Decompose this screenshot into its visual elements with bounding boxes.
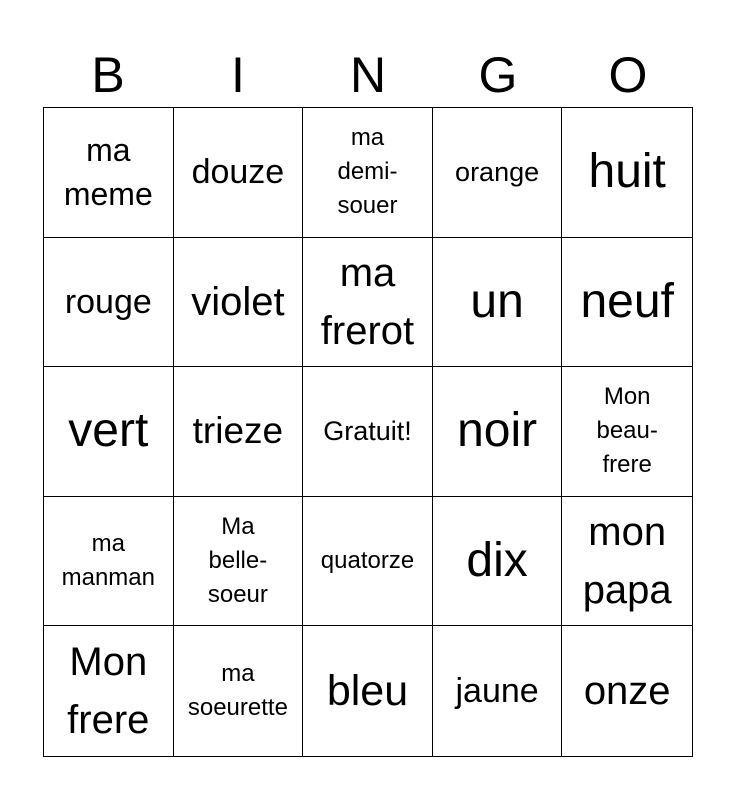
- bingo-board: [43, 107, 693, 757]
- bingo-cell[interactable]: [562, 497, 692, 627]
- bingo-cell[interactable]: [433, 497, 563, 627]
- cell-label: neuf: [580, 274, 674, 328]
- cell-label: jaune: [455, 672, 539, 711]
- cell-label: Mon beau-frere: [596, 383, 658, 479]
- header-letter-b: B: [91, 47, 125, 103]
- cell-label: rouge: [64, 282, 152, 321]
- bingo-cell[interactable]: [562, 238, 692, 368]
- cell-label: Mon frere: [67, 640, 150, 743]
- bingo-cell[interactable]: [303, 497, 433, 627]
- cell-label: un: [470, 274, 524, 328]
- cell-label: ma soeurette: [187, 660, 288, 722]
- bingo-header: [43, 44, 693, 106]
- cell-label: orange: [455, 156, 540, 187]
- cell-label: bleu: [326, 667, 409, 716]
- cell-label: ma meme: [63, 132, 153, 213]
- bingo-cell[interactable]: [303, 108, 433, 238]
- bingo-cell[interactable]: [433, 238, 563, 368]
- bingo-cell[interactable]: [303, 367, 433, 497]
- cell-label: Gratuit!: [323, 415, 412, 446]
- bingo-cell[interactable]: [44, 497, 174, 627]
- cell-label: ma demi-souer: [337, 124, 398, 220]
- cell-label: onze: [583, 669, 671, 714]
- bingo-cell[interactable]: [562, 367, 692, 497]
- bingo-cell[interactable]: [562, 626, 692, 756]
- cell-label: huit: [588, 145, 666, 199]
- bingo-cell[interactable]: [44, 108, 174, 238]
- cell-label: violet: [191, 279, 285, 324]
- bingo-cell[interactable]: [44, 238, 174, 368]
- bingo-cell[interactable]: [174, 108, 304, 238]
- cell-label: noir: [457, 404, 538, 458]
- bingo-cell[interactable]: [44, 367, 174, 497]
- bingo-cell[interactable]: [433, 626, 563, 756]
- bingo-cell[interactable]: [303, 238, 433, 368]
- bingo-cell[interactable]: [174, 238, 304, 368]
- cell-label: vert: [68, 404, 149, 458]
- cell-label: ma manman: [61, 530, 155, 592]
- header-letter-o: O: [608, 47, 648, 103]
- bingo-cell[interactable]: [174, 367, 304, 497]
- bingo-cell[interactable]: [174, 626, 304, 756]
- cell-label: douze: [191, 153, 285, 192]
- cell-label: trieze: [192, 410, 284, 452]
- bingo-cell[interactable]: [433, 108, 563, 238]
- cell-label: mon papa: [582, 510, 672, 613]
- header-letter-g: G: [478, 47, 518, 103]
- header-letter-i: I: [231, 47, 245, 103]
- bingo-cell[interactable]: [174, 497, 304, 627]
- cell-label: quatorze: [320, 547, 415, 575]
- cell-label: ma frerot: [320, 250, 415, 353]
- bingo-cell[interactable]: [303, 626, 433, 756]
- cell-label: Ma belle-soeur: [207, 513, 268, 609]
- bingo-cell[interactable]: [44, 626, 174, 756]
- cell-label: dix: [466, 534, 528, 588]
- bingo-cell[interactable]: [433, 367, 563, 497]
- bingo-cell[interactable]: [562, 108, 692, 238]
- header-letter-n: N: [349, 47, 387, 103]
